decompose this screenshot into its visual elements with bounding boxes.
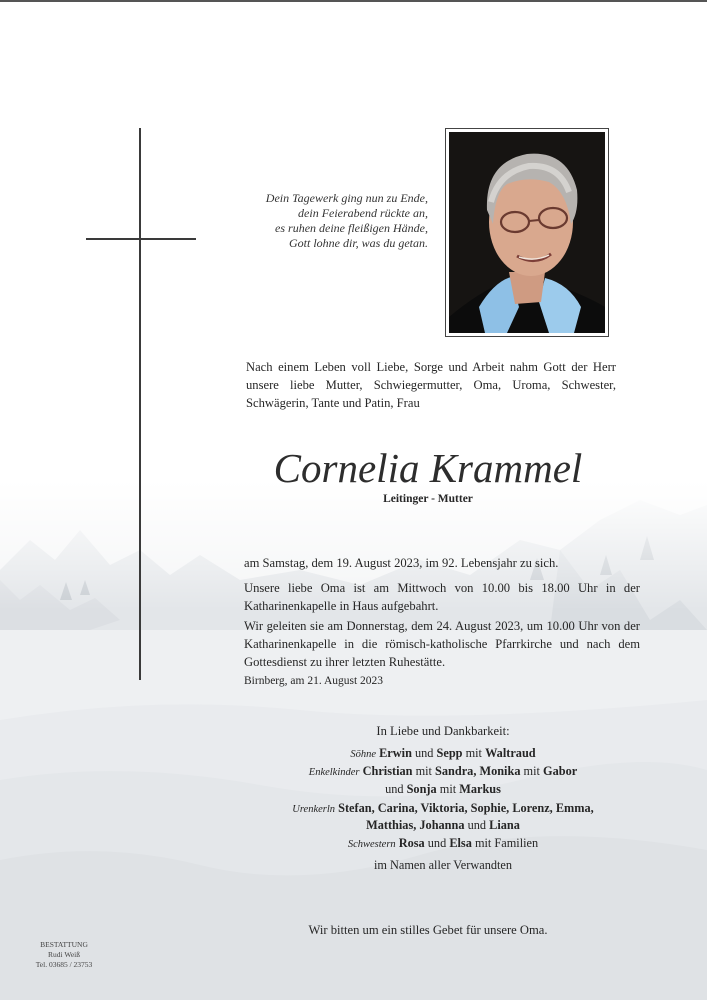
mourner-name: Christian bbox=[362, 764, 413, 778]
undertaker-line: BESTATTUNG bbox=[40, 940, 88, 949]
name-subtitle: Leitinger - Mutter bbox=[383, 493, 473, 505]
mourner-name: Sepp bbox=[436, 746, 463, 760]
mourner-name: Sonja bbox=[406, 782, 437, 796]
family-line-grandchildren-2 bbox=[215, 780, 671, 798]
connector: mit bbox=[415, 764, 432, 778]
relation-label: Enkelkinder bbox=[308, 767, 360, 778]
mourner-name: Gabor bbox=[543, 764, 578, 778]
connector: mit bbox=[523, 764, 540, 778]
family-line-great-grandchildren-2 bbox=[215, 816, 671, 834]
poem-line: Gott lohne dir, was du getan. bbox=[288, 236, 428, 250]
death-date-text: am Samstag, dem 19. August 2023, im 92. Lebensjahr zu sich. bbox=[244, 556, 559, 570]
cross-horizontal bbox=[86, 238, 196, 240]
connector: und bbox=[385, 782, 404, 796]
mourner-name: Waltraud bbox=[485, 746, 536, 760]
family-line-sisters bbox=[215, 834, 671, 854]
relation-label: Urenkerln bbox=[292, 804, 336, 815]
connector: und bbox=[467, 818, 487, 832]
connector: mit Familien bbox=[474, 836, 539, 850]
mourner-name: Stefan, Carina, Viktoria, Sophie, Lorenz, Emma, bbox=[338, 801, 594, 815]
top-border bbox=[0, 0, 707, 2]
undertaker-line: Rudi Weiß bbox=[48, 950, 80, 959]
mourner-name: Markus bbox=[459, 782, 501, 796]
place-date: Birnberg, am 21. August 2023 bbox=[244, 675, 384, 687]
mourner-name: Liana bbox=[489, 818, 520, 832]
poem bbox=[222, 191, 428, 251]
mourner-name: Erwin bbox=[379, 746, 412, 760]
portrait-frame bbox=[445, 128, 609, 337]
mourner-name: Matthias, Johanna bbox=[366, 818, 465, 832]
viewing-text: Unsere liebe Oma ist am Mittwoch von 10.00 bis 18.00 Uhr in der Katharinenkapelle in Haus aufgebahrt. bbox=[244, 581, 640, 613]
poem-line: Dein Tagewerk ging nun zu Ende, bbox=[265, 191, 428, 205]
portrait-photo bbox=[449, 132, 605, 333]
relation-label: Söhne bbox=[350, 749, 377, 760]
funeral-text: Wir geleiten sie am Donnerstag, dem 24. August 2023, um 10.00 Uhr von der Katharinenkapelle in die römisch-katholische Pfarrkirche und nach dem Gottesdienst zu ihrer letzten Ruhestätte. bbox=[244, 619, 640, 669]
connector: mit bbox=[465, 746, 482, 760]
mourner-name: Sandra, Monika bbox=[435, 764, 521, 778]
connector: und bbox=[414, 746, 434, 760]
mourner-name: Elsa bbox=[449, 836, 472, 850]
poem-line: dein Feierabend rückte an, bbox=[298, 206, 428, 220]
undertaker-line: Tel. 03685 / 23753 bbox=[35, 960, 93, 969]
thanks-heading: In Liebe und Dankbarkeit: bbox=[376, 724, 510, 738]
connector: und bbox=[427, 836, 447, 850]
mourner-name: Rosa bbox=[398, 836, 425, 850]
cross-vertical bbox=[139, 128, 141, 680]
undertaker-imprint bbox=[26, 940, 102, 970]
closing-prayer: Wir bitten um ein stilles Gebet für unsere Oma. bbox=[308, 923, 548, 937]
family-line-relatives: im Namen aller Verwandten bbox=[373, 858, 513, 872]
relation-label: Schwestern bbox=[347, 839, 396, 850]
poem-line: es ruhen deine fleißigen Hände, bbox=[275, 221, 428, 235]
family-line-sons bbox=[215, 744, 671, 764]
deceased-name: Cornelia Krammel bbox=[273, 445, 583, 491]
family-line-grandchildren bbox=[215, 762, 671, 782]
intro-text: Nach einem Leben voll Liebe, Sorge und Arbeit nahm Gott der Herr unsere liebe Mutter, Schwiegermutter, Oma, Uroma, Schwester, Schwägerin, Tante und Patin, Frau bbox=[246, 360, 616, 410]
connector: mit bbox=[439, 782, 457, 796]
